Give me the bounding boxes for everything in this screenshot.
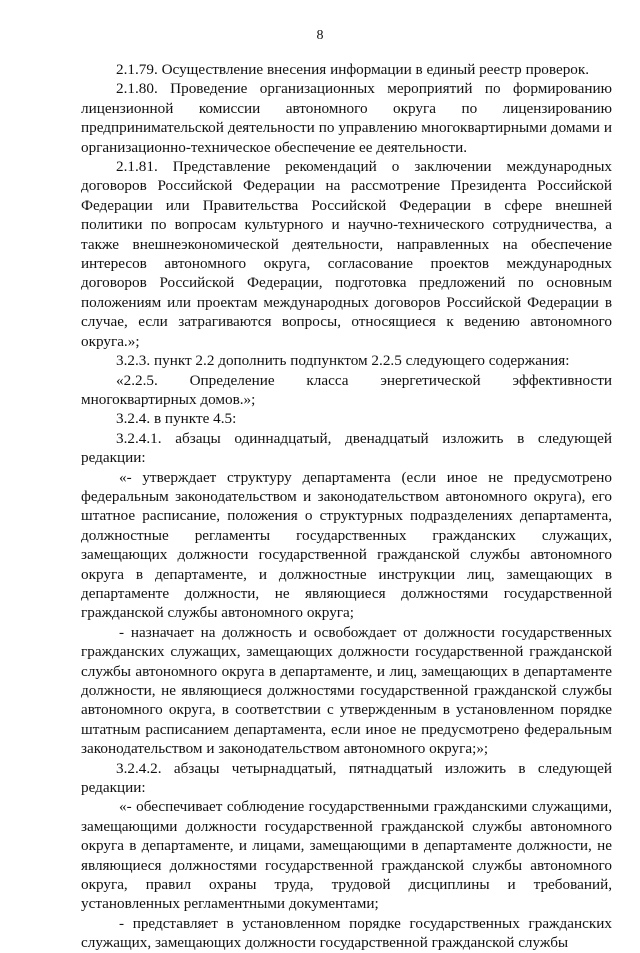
paragraph-2-1-80: 2.1.80. Проведение организационных мероприятий по формированию лицензионной комиссии автономного округа по лицензированию предпринимательской деятельности по управлению многоквартирными домами и организационно-техническое обеспечение ее деятельности. [81, 80, 612, 156]
paragraph-2-1-81: 2.1.81. Представление рекомендаций о заключении международных договоров Российской Федерации на рассмотрение Президента Российской Федерации или Правительства Российской Федерации в сфере внешней политики по вопросам культурного и научно-технического сотрудничества, а также внешнеэкономической деятельности, направленных на обеспечение интересов автономного округа, согласование проектов международных договоров Российской Федерации, подготовка предложений по основным положениям или проектам международных договоров Российской Федерации в случае, если затрагиваются вопросы, относящиеся к ведению автономного округа.»; [81, 158, 612, 350]
paragraph-2-2-5: «2.2.5. Определение класса энергетической эффективности многоквартирных домов.»; [81, 371, 612, 408]
paragraph-3-2-4-2: 3.2.4.2. абзацы четырнадцатый, пятнадцатый изложить в следующей редакции: [81, 759, 612, 797]
document-body [81, 60, 612, 953]
paragraph-2-1-79: 2.1.79. Осуществление внесения информации в единый реестр проверок. [116, 61, 590, 78]
paragraph-represents: - представляет в установленном порядке государственных гражданских служащих, замещающих должности государственной гражданской службы [81, 914, 612, 952]
paragraph-appoints: - назначает на должность и освобождает от должности государственных гражданских служащих, замещающих должности государственной гражданской службы автономного округа в департаменте, и лиц, замещающих в департаменте должности, не являющиеся должностями государственной гражданской службы автономного округа, в соответствии с утвержденным в установленном порядке штатным расписанием департамента, если иное не предусмотрено федеральным законодательством и законодательством автономного округа;»; [81, 623, 612, 758]
paragraph-3-2-4: 3.2.4. в пункте 4.5: [116, 410, 237, 428]
paragraph-ensures-compliance: «- обеспечивает соблюдение государственными гражданскими служащими, замещающими должности государственной гражданской службы автономного округа в департаменте, и лицами, замещающими в департаменте должности, не являющиеся должностями государственной гражданской службы автономного округа, правил охраны труда, трудовой дисциплины и требований, установленных регламентными документами; [81, 798, 612, 913]
page-number: 8 [316, 28, 324, 43]
paragraph-3-2-4-1: 3.2.4.1. абзацы одиннадцатый, двенадцатый изложить в следующей редакции: [81, 429, 612, 467]
paragraph-approves-structure: «- утверждает структуру департамента (если иное не предусмотрено федеральным законодательством и законодательством автономного округа), его штатное расписание, положения о структурных подразделениях департамента, должностные регламенты государственных гражданских служащих, замещающих должности государственной гражданской службы автономного округа в департаменте, и должностные инструкции лиц, замещающих в департаменте должности, не являющиеся должностями государственной гражданской службы автономного округа; [81, 468, 612, 622]
paragraph-3-2-3: 3.2.3. пункт 2.2 дополнить подпунктом 2.2.5 следующего содержания: [116, 352, 570, 370]
